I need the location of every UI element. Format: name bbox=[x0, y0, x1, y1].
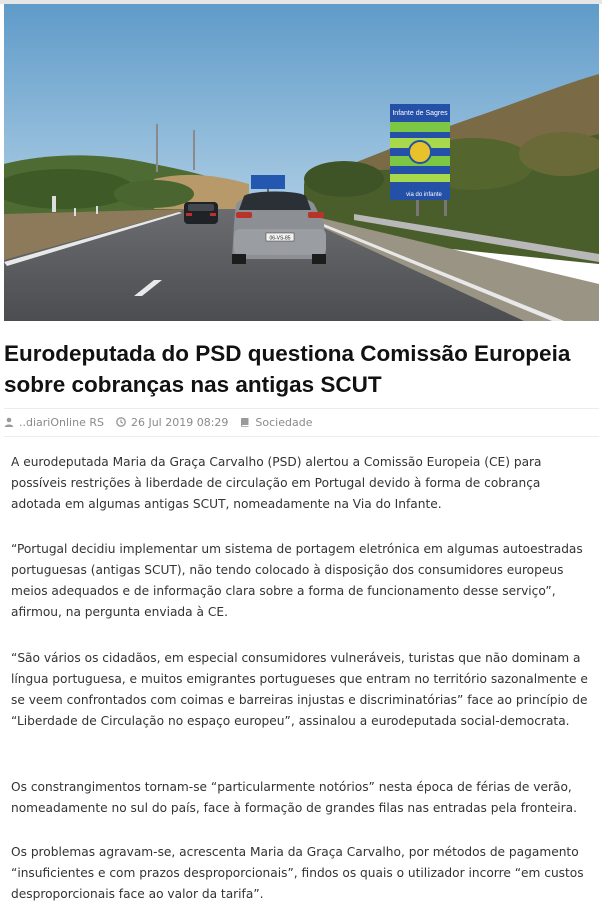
main-car bbox=[232, 192, 326, 265]
date-text: 26 Jul 2019 08:29 bbox=[130, 415, 229, 429]
meta-date bbox=[116, 416, 228, 429]
paragraph-4: Os constrangimentos tornam-se “particularmente notórios” nesta época de férias de verão, nomeadamente no sul do país, face à formação de grandes filas nas entradas pela fronteira. bbox=[11, 780, 577, 815]
svg-text:via do infante: via do infante bbox=[406, 192, 442, 198]
article-title: Eurodeputada do PSD questiona Comissão Europeia sobre cobranças nas antigas SCUT bbox=[4, 341, 571, 397]
user-icon bbox=[4, 417, 14, 427]
paragraph-1: A eurodeputada Maria da Graça Carvalho (PSD) alertou a Comissão Europeia (CE) para possíveis restrições à liberdade de circulação em Portugal devido à forma de cobrança adotada em algumas antigas SCUT, nomeadamente na Via do Infante. bbox=[11, 455, 542, 511]
far-car bbox=[184, 202, 218, 224]
paragraph-5: Os problemas agravam-se, acrescenta Maria da Graça Carvalho, por métodos de pagamento “insuficientes e com prazos desproporcionais”, findos os quais o utilizador incorre “em custos desproporcionais face ao valor da tarifa”. bbox=[11, 845, 584, 901]
meta-author[interactable] bbox=[4, 416, 104, 429]
article-meta bbox=[4, 414, 324, 430]
clock-icon bbox=[116, 417, 126, 427]
paragraph-3: “São vários os cidadãos, em especial consumidores vulneráveis, turistas que não dominam a língua portuguesa, e muitos emigrantes portugueses que entram no território sazonalmente e se veem confrontados com coimas e barreiras injustas e discriminatórias” face ao princípio de “Liberdade de Circulação no espaço europeu”, assinalou a eurodeputada social-democrata. bbox=[11, 651, 588, 728]
meta-category[interactable] bbox=[240, 416, 312, 429]
paragraph-2: “Portugal decidiu implementar um sistema de portagem eletrónica em algumas autoestradas portuguesas (antigas SCUT), não tendo colocado à disposição dos consumidores europeus meios adequados e de informação clara sobre a forma de funcionamento desse serviço”, afirmou, na pergunta enviada à CE. bbox=[11, 542, 583, 619]
svg-text:Infante de Sagres: Infante de Sagres bbox=[392, 110, 448, 117]
meta-divider-top bbox=[4, 408, 599, 409]
book-icon bbox=[240, 417, 250, 427]
meta-divider-bottom bbox=[4, 436, 599, 437]
category-link[interactable]: Sociedade bbox=[255, 415, 313, 429]
article-photo bbox=[4, 4, 599, 321]
svg-text:06-VS-85: 06-VS-85 bbox=[269, 235, 291, 242]
author-link[interactable]: ..diariOnline RS bbox=[19, 415, 104, 429]
billboard bbox=[390, 104, 450, 216]
